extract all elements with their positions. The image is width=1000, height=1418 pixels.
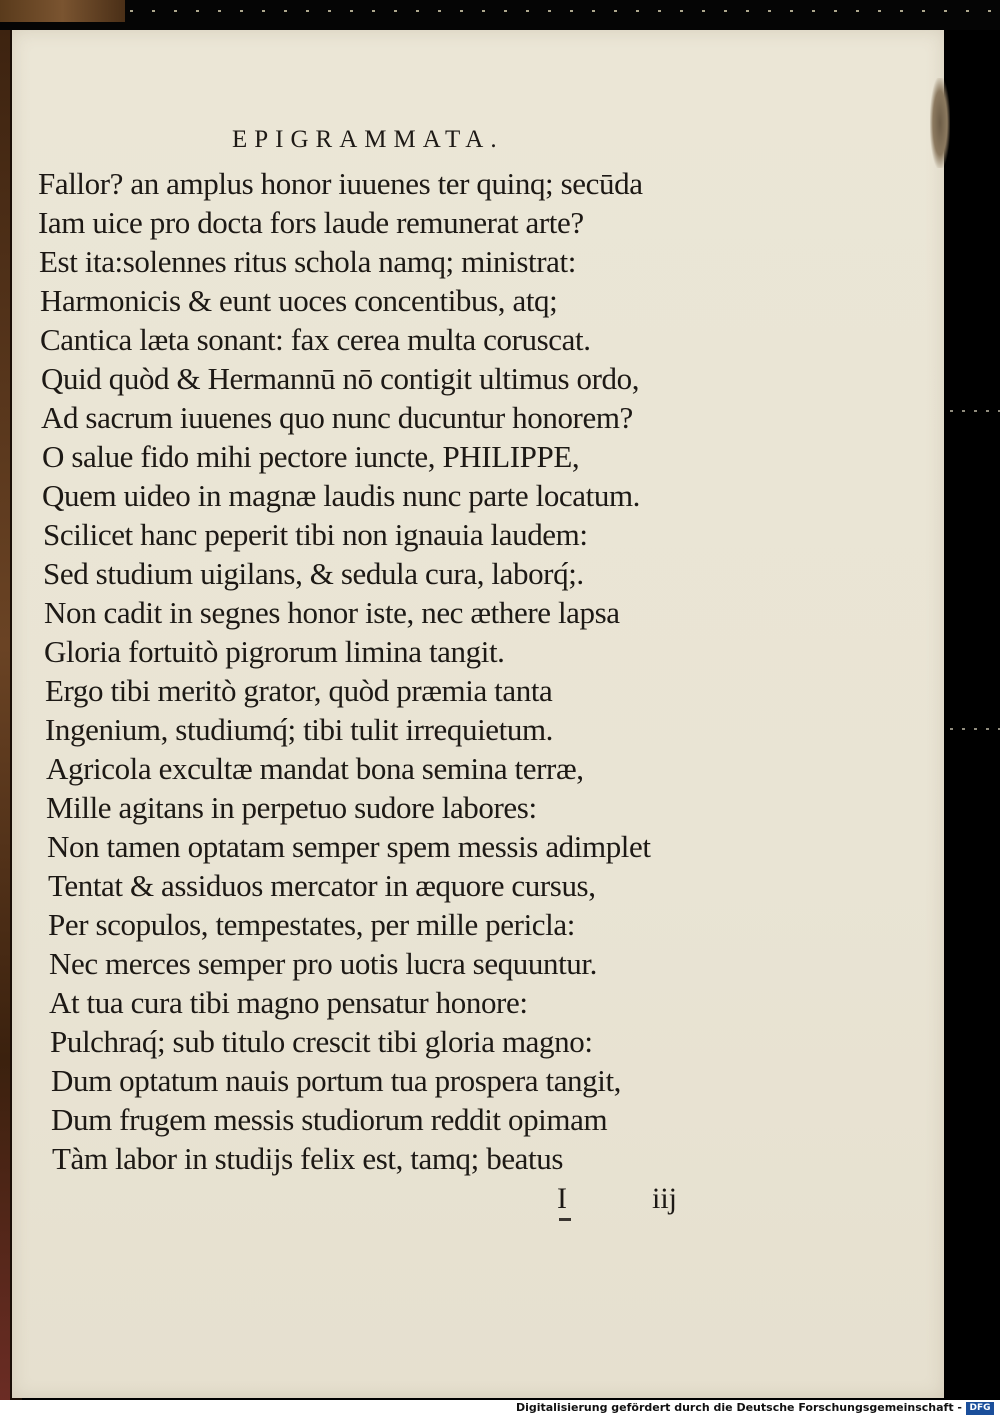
dfg-logo: DFG	[966, 1402, 994, 1415]
verse-line: Harmonicis & eunt uoces concentibus, atq;	[40, 283, 558, 318]
folio-number: iij	[652, 1182, 678, 1215]
verse-line: Non tamen optatam semper spem messis adimplet	[47, 829, 651, 864]
verse-line: Dum frugem messis studiorum reddit opimam	[51, 1102, 608, 1137]
verse-line: Ergo tibi meritò grator, quòd præmia tanta	[45, 673, 553, 708]
verse-line: Est ita:solennes ritus schola namq; ministrat:	[39, 244, 576, 279]
binding-top-strip	[0, 0, 1000, 30]
verse-line: Nec merces semper pro uotis lucra sequuntur.	[49, 946, 597, 981]
binding-corner	[0, 0, 125, 22]
verse-line: Sed studium uigilans, & sedula cura, laborq́;.	[43, 556, 584, 591]
verse-line: Agricola excultæ mandat bona semina terræ,	[46, 751, 584, 786]
verse-line: Per scopulos, tempestates, per mille pericla:	[48, 907, 575, 942]
running-head: EPIGRAMMATA.	[232, 126, 504, 153]
verse-line: O salue fido mihi pectore iuncte, PHILIPPE,	[42, 439, 580, 474]
verse-line: Quem uideo in magnæ laudis nunc parte locatum.	[42, 478, 641, 513]
verse-line: Non cadit in segnes honor iste, nec æthere lapsa	[44, 595, 620, 630]
verse-line: Scilicet hanc peperit tibi non ignauia laudem:	[43, 517, 588, 552]
verse-line: Iam uice pro docta fors laude remunerat arte?	[38, 205, 584, 240]
dotted-border	[130, 10, 1000, 12]
verse-line: Ingenium, studiumq́; tibi tulit irrequietum.	[45, 712, 554, 747]
verse-line: Pulchraq́; sub titulo crescit tibi gloria magno:	[50, 1024, 593, 1059]
verse-line: Ad sacrum iuuenes quo nunc ducuntur honorem?	[41, 400, 633, 435]
verse-line: Tàm labor in studijs felix est, tamq; beatus	[52, 1141, 564, 1176]
book-page	[12, 30, 944, 1398]
verse-line: Tentat & assiduos mercator in æquore cursus,	[48, 868, 596, 903]
funding-credit: Digitalisierung gefördert durch die Deutsche Forschungsgemeinschaft -	[515, 1401, 962, 1414]
verse-line: Dum optatum nauis portum tua prospera tangit,	[51, 1063, 622, 1098]
leather-edge	[0, 30, 10, 1400]
verse-line: Mille agitans in perpetuo sudore labores:	[46, 790, 537, 825]
verse-line: Quid quòd & Hermannū nō contigit ultimus ordo,	[41, 361, 640, 396]
right-dotted-mark	[950, 728, 1000, 730]
right-dotted-mark	[950, 410, 1000, 412]
verse-line: At tua cura tibi magno pensatur honore:	[49, 985, 528, 1020]
page-stain	[930, 78, 950, 168]
verse-line: Gloria fortuitò pigrorum limina tangit.	[44, 634, 505, 669]
verse-line: Cantica læta sonant: fax cerea multa coruscat.	[40, 322, 591, 357]
footer-bar	[0, 1400, 1000, 1418]
signature-mark: I	[557, 1182, 567, 1215]
verse-line: Fallor? an amplus honor iuuenes ter quinq; secūda	[38, 166, 643, 201]
